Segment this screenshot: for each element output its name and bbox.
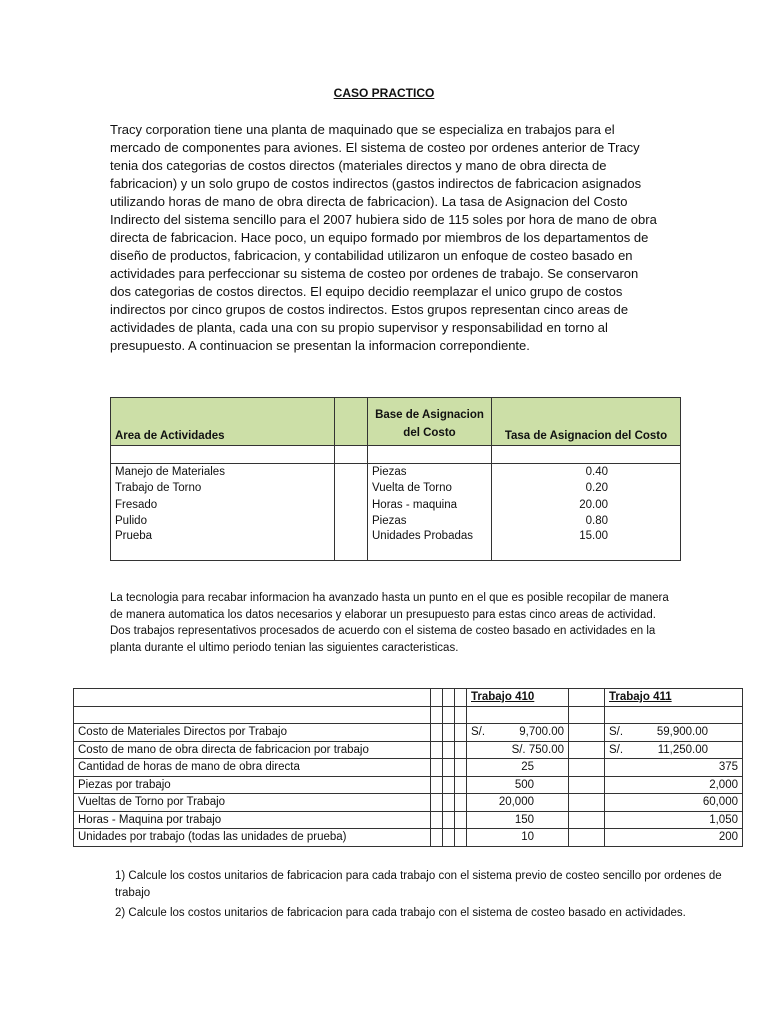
table-row: Cantidad de horas de mano de obra directa 25 375 — [74, 759, 743, 777]
middle-paragraph: La tecnologia para recabar informacion ha avanzado hasta un punto en el que es posible recopilar de manera de manera automatica los datos necesarios y elaborar un presupuesto para estas cinco areas de actividad. Dos trabajos representativos procesados de acuerdo con el sistema de costeo basado en actividades en la planta durante el ultimo periodo tenian las siguientes caracteristicas. — [110, 592, 669, 654]
header-spacer — [335, 398, 368, 446]
intro-paragraph: Tracy corporation tiene una planta de maquinado que se especializa en trabajos para el mercado de componentes para aviones. El sistema de costeo por ordenes anterior de Tracy tenia dos categorias de costos directos (materiales directos y mano de obra directa de fabricacion) y un solo grupo de costos indirectos (gastos indirectos de fabricacion asignados utilizando horas de mano de obra directa de fabricacion). La tasa de Asignacion del Costo Indirecto del sistema sencillo para el 2007 hubiera sido de 115 soles por hora de mano de obra directa de fabricacion. Hace poco, un equipo formado por miembros de los departamentos de diseño de productos, fabricacion, y contabilidad utilizaron un enfoque de costeo basado en actividades para perfeccionar su sistema de costeo por ordenes de trabajo. Se conservaron dos categorias de costos directos. El equipo decidio reemplazar el unico grupo de costos indirectos por cinco grupos de costos indirectos. Estos grupos representan cinco areas de actividades de planta, cada una con su propio supervisor y responsabilidad en torno al presupuesto. A continuacion se presentan la informacion correpondiente. — [110, 122, 657, 353]
header-rate: Tasa de Asignacion del Costo — [492, 398, 681, 446]
jobs-header-row — [74, 689, 743, 707]
table-row: Unidades por trabajo (todas las unidades de prueba) 10 200 — [74, 829, 743, 847]
question-1: 1) Calcule los costos unitarios de fabricacion para cada trabajo con el sistema previo de costeo sencillo por ordenes de trabajo — [115, 870, 722, 899]
activities-header-row — [111, 398, 681, 446]
table-row: Manejo de Materiales Piezas 0.40 — [111, 463, 681, 480]
table-row: Piezas por trabajo 500 2,000 — [74, 776, 743, 794]
table-row: Trabajo de Torno Vuelta de Torno 0.20 — [111, 480, 681, 497]
blank-row — [74, 706, 743, 724]
jobs-table — [73, 688, 743, 847]
question-2: 2) Calcule los costos unitarios de fabricacion para cada trabajo con el sistema de costeo basado en actividades. — [115, 907, 686, 919]
header-job-411: Trabajo 411 — [605, 689, 743, 707]
table-row: Horas - Maquina por trabajo 150 1,050 — [74, 811, 743, 829]
header-area: Area de Actividades — [111, 398, 335, 446]
activities-table — [110, 397, 681, 561]
header-base: Base de Asignacion del Costo — [368, 398, 492, 446]
table-row: Vueltas de Torno por Trabajo 20,000 60,000 — [74, 794, 743, 812]
table-row: Fresado Horas - maquina 20.00 — [111, 497, 681, 514]
page-title: CASO PRACTICO — [333, 86, 435, 100]
blank-row — [111, 446, 681, 464]
header-job-410: Trabajo 410 — [467, 689, 569, 707]
table-row: Pulido Piezas 0.80 — [111, 513, 681, 530]
table-row: Prueba Unidades Probadas 15.00 — [111, 530, 681, 561]
table-row: Costo de Materiales Directos por Trabajo S/. 9,700.00 S/. 59,900.00 — [74, 724, 743, 742]
table-row: Costo de mano de obra directa de fabricacion por trabajo S/. 750.00 S/. 11,250.00 — [74, 741, 743, 759]
